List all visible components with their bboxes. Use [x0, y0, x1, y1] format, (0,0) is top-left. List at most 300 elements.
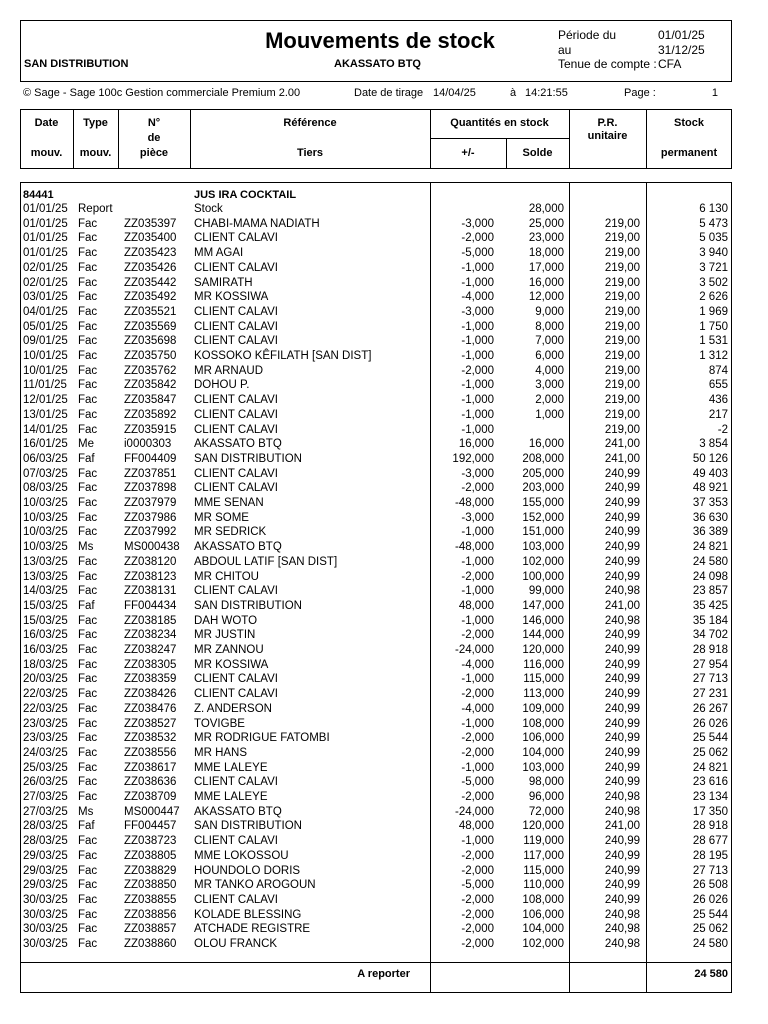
cell-date: 30/03/25	[23, 923, 68, 936]
cell-balance: 1,000	[535, 408, 564, 421]
cell-piece: ZZ038532	[124, 732, 177, 745]
movement-row	[0, 790, 768, 805]
cell-balance: 104,000	[522, 923, 564, 936]
cell-stock: 23 857	[692, 585, 728, 598]
cell-date: 10/03/25	[23, 497, 68, 509]
cell-date: 27/03/25	[23, 791, 68, 803]
cell-balance: 155,000	[522, 497, 564, 509]
cell-date: 10/01/25	[23, 350, 68, 362]
cell-stock: 25 062	[692, 923, 728, 936]
cell-type: Fac	[78, 291, 98, 304]
page-number: 1	[711, 87, 718, 99]
cell-stock: 28 195	[692, 849, 728, 862]
cell-piece: ZZ038855	[124, 893, 177, 906]
cell-piece: ZZ035847	[124, 394, 177, 407]
cell-qty: -4,000	[461, 702, 494, 715]
cell-stock: 5 473	[699, 217, 728, 230]
cell-balance: 12,000	[528, 291, 564, 304]
cell-date: 22/03/25	[23, 702, 68, 715]
cell-piece: ZZ037898	[124, 482, 177, 495]
movement-row	[0, 584, 768, 599]
cell-qty: -5,000	[461, 879, 494, 892]
cell-pr: 240,99	[604, 746, 640, 759]
cell-piece: ZZ038856	[124, 908, 177, 921]
cell-tiers: SAN DISTRIBUTION	[194, 820, 302, 833]
cell-tiers: ABDOUL LATIF [SAN DIST]	[194, 555, 338, 568]
cell-stock: 34 702	[692, 629, 728, 642]
cell-stock: 217	[708, 408, 728, 421]
col-type-bottom: mouv.	[79, 147, 112, 159]
cell-pr: 219,00	[604, 305, 640, 318]
cell-tiers: MM AGAI	[194, 247, 244, 260]
cell-piece: ZZ038305	[124, 658, 177, 671]
cell-date: 20/03/25	[23, 673, 68, 686]
cell-tiers: CLIENT CALAVI	[194, 776, 278, 789]
cell-date: 25/03/25	[23, 761, 68, 774]
cell-tiers: MR RODRIGUE FATOMBI	[194, 732, 330, 745]
period-to-label: au	[558, 43, 572, 57]
cell-tiers: SAN DISTRIBUTION	[194, 452, 302, 465]
movement-row	[0, 805, 768, 820]
cell-balance: 144,000	[522, 629, 564, 642]
cell-balance: 152,000	[522, 511, 564, 524]
account-value: CFA	[658, 57, 682, 71]
cell-date: 10/03/25	[23, 511, 68, 524]
cell-stock: 27 713	[692, 673, 728, 686]
cell-tiers: AKASSATO BTQ	[194, 438, 282, 451]
cell-stock: 3 940	[699, 247, 728, 260]
cell-pr: 240,99	[604, 555, 640, 568]
cell-tiers: MR KOSSIWA	[194, 291, 269, 304]
cell-pr: 240,99	[604, 467, 640, 480]
cell-tiers: CLIENT CALAVI	[194, 893, 278, 906]
cell-tiers: DAH WOTO	[194, 614, 258, 627]
cell-tiers: SAN DISTRIBUTION	[194, 599, 302, 612]
cell-type: Fac	[78, 849, 98, 862]
cell-stock: 26 267	[692, 702, 728, 715]
cell-stock: 36 389	[692, 526, 728, 539]
cell-qty: -1,000	[461, 423, 494, 436]
cell-balance: 208,000	[522, 452, 564, 465]
cell-pr: 219,00	[604, 350, 640, 362]
cell-date: 18/03/25	[23, 658, 68, 671]
cell-qty: -3,000	[461, 511, 494, 524]
cell-piece: ZZ035442	[124, 276, 177, 289]
cell-pr: 219,00	[604, 423, 640, 436]
cell-piece: ZZ035492	[124, 291, 177, 304]
cell-type: Fac	[78, 879, 98, 892]
cell-date: 14/03/25	[23, 585, 68, 598]
cell-tiers: CLIENT CALAVI	[194, 261, 278, 274]
cell-type: Fac	[78, 482, 98, 495]
cell-qty: -1,000	[461, 276, 494, 289]
cell-type: Ms	[78, 805, 94, 818]
cell-type: Fac	[78, 923, 98, 936]
cell-type: Fac	[78, 732, 98, 745]
cell-piece: i0000303	[124, 438, 172, 451]
cell-pr: 240,99	[604, 658, 640, 671]
cell-pr: 240,99	[604, 541, 640, 554]
movement-row	[0, 731, 768, 746]
cell-stock: 48 921	[692, 482, 728, 495]
cell-piece: ZZ038131	[124, 585, 177, 598]
cell-balance: 113,000	[523, 688, 564, 701]
cell-tiers: CLIENT CALAVI	[194, 320, 278, 333]
cell-piece: ZZ035423	[124, 247, 177, 260]
cell-stock: 24 821	[692, 761, 728, 774]
cell-type: Fac	[78, 364, 98, 377]
cell-date: 30/03/25	[23, 908, 68, 921]
cell-stock: 26 026	[692, 893, 728, 906]
total-row-divider	[20, 962, 732, 963]
cell-qty: -2,000	[461, 908, 494, 921]
cell-date: 16/01/25	[23, 438, 68, 451]
cell-type: Fac	[78, 746, 98, 759]
cell-date: 12/01/25	[23, 394, 68, 407]
cell-piece: FF004409	[124, 452, 177, 465]
qty-group-divider	[430, 138, 569, 139]
cell-piece: ZZ038805	[124, 849, 177, 862]
cell-date: 28/03/25	[23, 835, 68, 848]
cell-piece: ZZ035698	[124, 335, 177, 348]
cell-type: Fac	[78, 247, 98, 260]
cell-stock: 1 969	[699, 305, 728, 318]
cell-qty: -2,000	[461, 232, 494, 245]
cell-stock: 49 403	[692, 467, 728, 480]
cell-stock: 25 062	[692, 746, 728, 759]
cell-type: Fac	[78, 688, 98, 701]
cell-qty: 192,000	[452, 452, 494, 465]
cell-piece: ZZ038359	[124, 673, 177, 686]
cell-qty: -2,000	[461, 893, 494, 906]
cell-qty: -2,000	[461, 570, 494, 583]
cell-tiers: KOSSOKO KÊFILATH [SAN DIST]	[194, 350, 372, 362]
col-piece-top: N°	[147, 117, 161, 129]
cell-balance: 108,000	[522, 717, 564, 730]
cell-pr: 241,00	[604, 438, 640, 451]
cell-tiers: ATCHADE REGISTRE	[194, 923, 311, 936]
movement-row	[0, 290, 768, 305]
movement-row	[0, 746, 768, 761]
cell-date: 10/01/25	[23, 364, 68, 377]
cell-date: 04/01/25	[23, 305, 68, 318]
cell-tiers: MR HANS	[194, 746, 248, 759]
cell-tiers: Stock	[194, 203, 223, 215]
cell-qty: -48,000	[454, 541, 494, 554]
cell-balance: 106,000	[522, 732, 564, 745]
cell-type: Fac	[78, 350, 98, 362]
cell-balance: 7,000	[535, 335, 564, 348]
cell-qty: 16,000	[458, 438, 494, 451]
movement-row	[0, 864, 768, 879]
cell-qty: -2,000	[461, 791, 494, 803]
print-time-label: à	[510, 87, 517, 99]
cell-piece: ZZ038123	[124, 570, 177, 583]
cell-tiers: Z. ANDERSON	[194, 702, 272, 715]
cell-type: Fac	[78, 776, 98, 789]
cell-tiers: DOHOU P.	[194, 379, 250, 392]
cell-type: Fac	[78, 511, 98, 524]
cell-stock: 1 750	[699, 320, 728, 333]
cell-pr: 240,99	[604, 879, 640, 892]
cell-date: 15/03/25	[23, 599, 68, 612]
cell-tiers: MR SEDRICK	[194, 526, 267, 539]
cell-type: Fac	[78, 717, 98, 730]
print-date-label: Date de tirage	[354, 87, 424, 99]
cell-date: 23/03/25	[23, 717, 68, 730]
col-qty-delta: +/-	[461, 147, 475, 159]
cell-piece: ZZ035750	[124, 350, 177, 362]
cell-stock: 50 126	[692, 452, 728, 465]
cell-balance: 147,000	[522, 599, 564, 612]
cell-stock: 3 502	[699, 276, 728, 289]
movement-row	[0, 658, 768, 673]
page-label: Page :	[624, 87, 656, 99]
movement-row	[0, 408, 768, 423]
cell-pr: 240,98	[604, 923, 640, 936]
movement-row	[0, 717, 768, 732]
report-title: Mouvements de stock	[265, 28, 495, 53]
cell-pr: 219,00	[604, 364, 640, 377]
cell-qty: -5,000	[461, 776, 494, 789]
cell-qty: -2,000	[461, 923, 494, 936]
cell-date: 15/03/25	[23, 614, 68, 627]
cell-qty: -1,000	[461, 526, 494, 539]
cell-pr: 240,99	[604, 761, 640, 774]
cell-tiers: CLIENT CALAVI	[194, 835, 278, 848]
cell-balance: 8,000	[535, 320, 564, 333]
cell-stock: 35 425	[692, 599, 728, 612]
cell-piece: ZZ038476	[124, 702, 177, 715]
cell-type: Fac	[78, 305, 98, 318]
cell-type: Fac	[78, 629, 98, 642]
cell-balance: 110,000	[523, 879, 564, 892]
movement-row	[0, 261, 768, 276]
cell-balance: 104,000	[522, 746, 564, 759]
cell-stock: 23 134	[692, 791, 728, 803]
cell-pr: 219,00	[604, 320, 640, 333]
cell-stock: 24 821	[692, 541, 728, 554]
cell-type: Fac	[78, 467, 98, 480]
cell-balance: 6,000	[535, 350, 564, 362]
cell-type: Fac	[78, 555, 98, 568]
cell-tiers: OLOU FRANCK	[194, 938, 278, 950]
movement-row	[0, 246, 768, 261]
cell-tiers: MME LOKOSSOU	[194, 849, 289, 862]
cell-stock: 23 616	[692, 776, 728, 789]
cell-balance: 205,000	[522, 467, 564, 480]
print-time: 14:21:55	[525, 87, 568, 99]
cell-type: Fac	[78, 673, 98, 686]
cell-qty: -2,000	[461, 688, 494, 701]
cell-pr: 219,00	[604, 394, 640, 407]
cell-piece: ZZ035569	[124, 320, 177, 333]
cell-type: Fac	[78, 217, 98, 230]
movement-row	[0, 481, 768, 496]
movement-row	[0, 540, 768, 555]
cell-qty: -1,000	[461, 408, 494, 421]
cell-type: Fac	[78, 379, 98, 392]
cell-balance: 115,000	[523, 673, 564, 686]
cell-pr: 240,99	[604, 702, 640, 715]
cell-qty: -2,000	[461, 629, 494, 642]
cell-tiers: AKASSATO BTQ	[194, 541, 282, 554]
cell-stock: 3 854	[699, 438, 728, 451]
col-date-top: Date	[34, 117, 59, 129]
cell-pr: 219,00	[604, 291, 640, 304]
period-from-value: 01/01/25	[658, 28, 705, 42]
movement-row	[0, 893, 768, 908]
cell-stock: 37 353	[692, 497, 728, 509]
cell-type: Fac	[78, 893, 98, 906]
cell-pr: 219,00	[604, 217, 640, 230]
carry-forward-value: 24 580	[694, 968, 728, 980]
movement-row	[0, 423, 768, 438]
movement-row	[0, 525, 768, 540]
cell-qty: -1,000	[461, 335, 494, 348]
movement-row	[0, 687, 768, 702]
cell-pr: 241,00	[604, 452, 640, 465]
cell-date: 13/03/25	[23, 570, 68, 583]
cell-pr: 240,99	[604, 526, 640, 539]
movement-row	[0, 511, 768, 526]
cell-tiers: MR TANKO AROGOUN	[194, 879, 316, 892]
cell-balance: 96,000	[528, 791, 564, 803]
cell-pr: 240,99	[604, 482, 640, 495]
cell-qty: -3,000	[461, 217, 494, 230]
movement-row	[0, 599, 768, 614]
cell-tiers: CLIENT CALAVI	[194, 585, 278, 598]
cell-type: Fac	[78, 276, 98, 289]
cell-date: 13/01/25	[23, 408, 68, 421]
cell-balance: 2,000	[535, 394, 564, 407]
cell-type: Fac	[78, 261, 98, 274]
movement-row	[0, 349, 768, 364]
cell-tiers: CLIENT CALAVI	[194, 673, 278, 686]
movement-row	[0, 231, 768, 246]
cell-date: 16/03/25	[23, 644, 68, 656]
cell-type: Fac	[78, 335, 98, 348]
cell-pr: 219,00	[604, 261, 640, 274]
cell-balance: 98,000	[528, 776, 564, 789]
cell-date: 01/01/25	[23, 217, 68, 230]
cell-qty: -2,000	[461, 482, 494, 495]
cell-date: 02/01/25	[23, 276, 68, 289]
movement-row	[0, 393, 768, 408]
cell-date: 29/03/25	[23, 864, 68, 877]
cell-qty: -2,000	[461, 864, 494, 877]
col-qty-group: Quantités en stock	[450, 117, 549, 129]
cell-piece: ZZ037986	[124, 511, 177, 524]
movement-row	[0, 834, 768, 849]
movement-row	[0, 775, 768, 790]
cell-piece: ZZ038860	[124, 938, 177, 950]
movement-row	[0, 378, 768, 393]
cell-pr: 240,99	[604, 864, 640, 877]
cell-type: Fac	[78, 423, 98, 436]
movement-row	[0, 555, 768, 570]
cell-balance: 116,000	[523, 658, 564, 671]
cell-date: 30/03/25	[23, 938, 68, 950]
cell-stock: 2 626	[699, 291, 728, 304]
movement-row	[0, 570, 768, 585]
cell-balance: 117,000	[523, 849, 564, 862]
cell-piece: ZZ038556	[124, 746, 177, 759]
cell-type: Fac	[78, 585, 98, 598]
cell-stock: 27 713	[692, 864, 728, 877]
cell-stock: 874	[708, 364, 728, 377]
cell-date: 29/03/25	[23, 879, 68, 892]
cell-qty: -1,000	[461, 555, 494, 568]
cell-qty: -1,000	[461, 717, 494, 730]
cell-type: Faf	[78, 820, 95, 833]
cell-type: Fac	[78, 320, 98, 333]
cell-piece: ZZ035915	[124, 423, 177, 436]
cell-qty: -48,000	[454, 497, 494, 509]
cell-stock: 1 312	[699, 350, 728, 362]
cell-qty: -2,000	[461, 364, 494, 377]
cell-piece: ZZ038617	[124, 761, 177, 774]
cell-stock: 28 918	[692, 820, 728, 833]
cell-tiers: KOLADE BLESSING	[194, 908, 302, 921]
cell-type: Fac	[78, 938, 98, 950]
cell-pr: 240,98	[604, 938, 640, 950]
cell-piece: ZZ035762	[124, 364, 177, 377]
cell-tiers: MME LALEYE	[194, 761, 268, 774]
account-label: Tenue de compte :	[558, 57, 657, 71]
period-from-label: Période du	[558, 28, 617, 42]
cell-piece: ZZ038234	[124, 629, 177, 642]
cell-date: 02/01/25	[23, 261, 68, 274]
cell-date: 07/03/25	[23, 467, 68, 480]
movement-row	[0, 217, 768, 232]
cell-stock: 25 544	[692, 732, 728, 745]
cell-tiers: CLIENT CALAVI	[194, 408, 278, 421]
cell-pr: 240,98	[604, 805, 640, 818]
cell-qty: -1,000	[461, 614, 494, 627]
cell-stock: 36 630	[692, 511, 728, 524]
col-date-bottom: mouv.	[30, 147, 63, 159]
cell-piece: ZZ035521	[124, 305, 177, 318]
cell-stock: 5 035	[699, 232, 728, 245]
cell-piece: ZZ038185	[124, 614, 177, 627]
movement-row	[0, 878, 768, 893]
cell-piece: ZZ038426	[124, 688, 177, 701]
movement-row	[0, 452, 768, 467]
cell-date: 29/03/25	[23, 849, 68, 862]
cell-balance: 102,000	[522, 555, 564, 568]
cell-stock: 655	[708, 379, 728, 392]
cell-tiers: CLIENT CALAVI	[194, 394, 278, 407]
cell-type: Fac	[78, 394, 98, 407]
cell-pr: 219,00	[604, 247, 640, 260]
cell-balance: 72,000	[528, 805, 564, 818]
cell-pr: 240,99	[604, 717, 640, 730]
period-to-value: 31/12/25	[658, 43, 705, 57]
cell-piece: ZZ038709	[124, 791, 177, 803]
cell-stock: 24 580	[692, 555, 728, 568]
cell-qty: -24,000	[454, 644, 494, 656]
cell-date: 05/01/25	[23, 320, 68, 333]
cell-piece: ZZ038120	[124, 555, 177, 568]
movement-row	[0, 761, 768, 776]
cell-balance: 4,000	[535, 364, 564, 377]
cell-type: Report	[78, 203, 113, 215]
cell-pr: 240,99	[604, 511, 640, 524]
movement-rows	[0, 202, 768, 952]
cell-type: Fac	[78, 908, 98, 921]
print-date: 14/04/25	[433, 87, 476, 99]
